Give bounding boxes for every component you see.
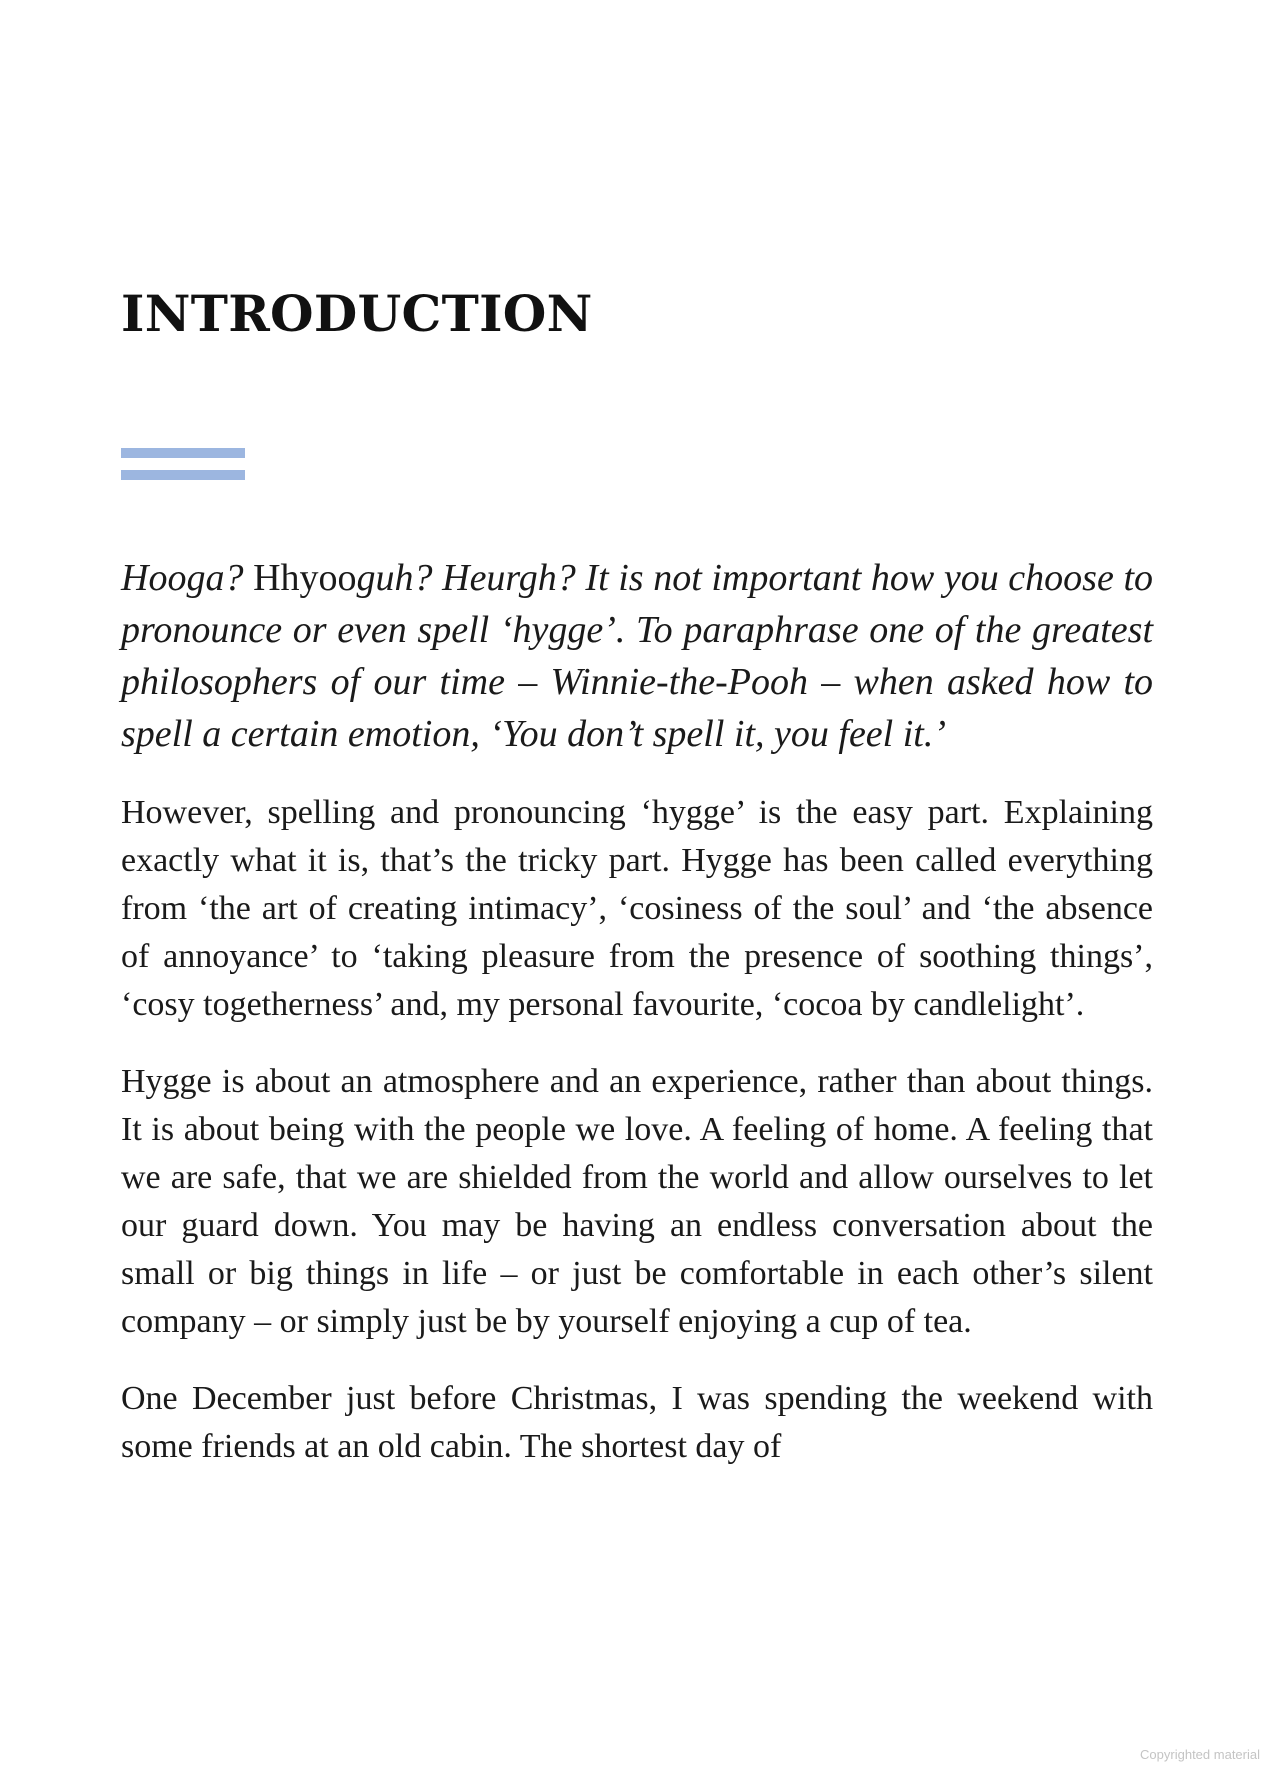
body-paragraph-2: Hygge is about an atmosphere and an experience, rather than about things. It is about being with the people we love. A feeling of home. A feeling that we are safe, that we are shielded from the world and allow ourselves to let our guard down. You may be having an endless conversation about the small or big things in life – or just be comfortable in each other’s silent company – or simply just be by yourself enjoying a cup of tea. [121, 1063, 1153, 1340]
ornament-bar-bottom [121, 470, 245, 480]
intro-text-part1: Hooga? [121, 557, 244, 599]
copyright-notice: Copyrighted material [1140, 1747, 1260, 1762]
ornament-bar-top [121, 448, 245, 458]
body-paragraph-3: One December just before Christmas, I was spending the weekend with some friends at an old cabin. The shortest day of [121, 1380, 1153, 1465]
body-paragraph-1: However, spelling and pronouncing ‘hygge’ is the easy part. Explaining exactly what it is, that’s the tricky part. Hygge has been called everything from ‘the art of creating intimacy’, ‘cosiness of the soul’ and ‘the absence of annoyance’ to ‘taking pleasure from the presence of soothing things’, ‘cosy togetherness’ and, my personal favourite, ‘cocoa by candlelight’. [121, 794, 1153, 1023]
chapter-body [121, 552, 1153, 1500]
intro-text-part2: Hhyoo [243, 557, 357, 599]
chapter-ornament [121, 448, 245, 482]
intro-text-part3: guh? Heurgh? It is not important how you choose to pronounce or even spell ‘hygge’. To paraphrase one of the greatest philosophers of our time – Winnie-the-Pooh – when asked how to spell a certain emotion, ‘You don’t spell it, you feel it.’ [121, 557, 1153, 755]
chapter-title: INTRODUCTION [121, 284, 593, 343]
intro-paragraph [121, 552, 1153, 760]
